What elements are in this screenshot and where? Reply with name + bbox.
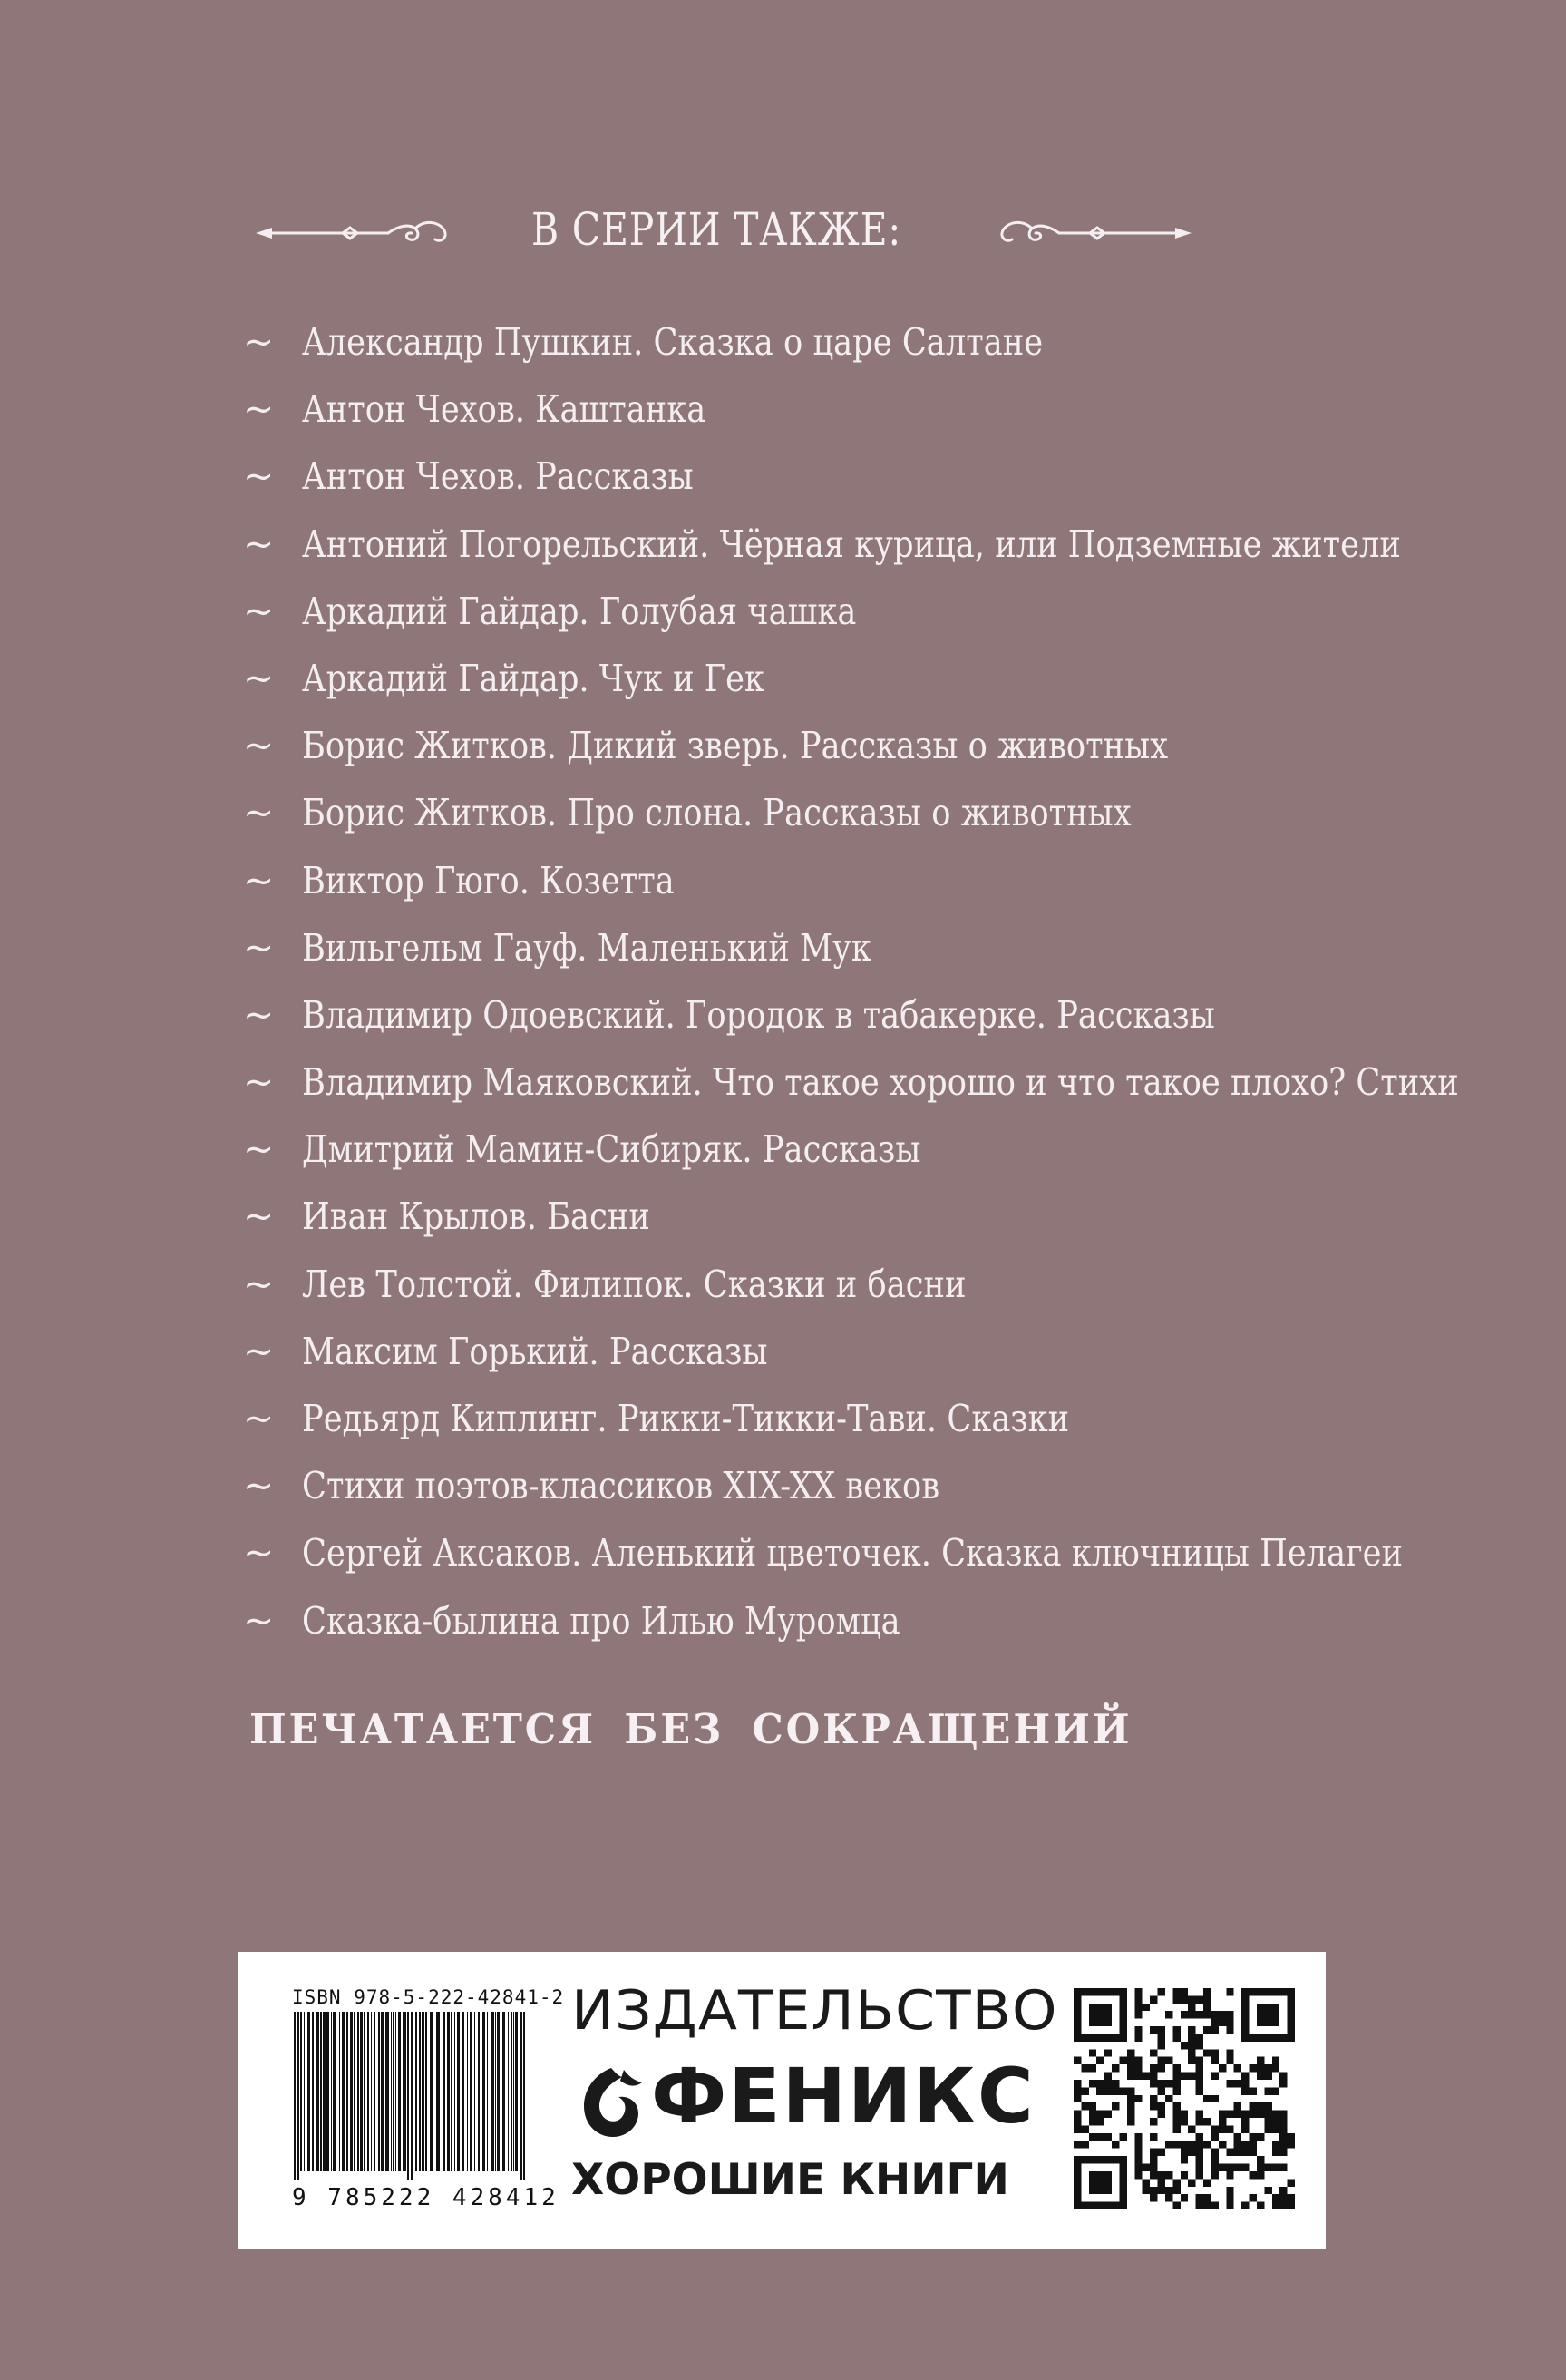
series-header bbox=[245, 196, 1188, 268]
list-item: ~ Иван Крылов. Басни bbox=[243, 1183, 1422, 1250]
list-item: ~ Лев Толстой. Филипок. Сказки и басни bbox=[243, 1251, 1422, 1318]
tilde-marker: ~ bbox=[243, 1598, 275, 1643]
tilde-marker: ~ bbox=[243, 1195, 275, 1239]
list-item: ~ Максим Горький. Рассказы bbox=[243, 1318, 1422, 1385]
list-item: ~ Редьярд Киплинг. Рикки-Тикки-Тави. Сказки bbox=[243, 1385, 1422, 1452]
publisher-slogan: ХОРОШИЕ КНИГИ bbox=[571, 2155, 1009, 2205]
phoenix-logo-icon bbox=[575, 2064, 644, 2141]
list-item: ~ Владимир Маяковский. Что такое хорошо и что такое плохо? Стихи bbox=[243, 1049, 1422, 1116]
tilde-marker: ~ bbox=[243, 387, 275, 432]
flourish-ornament-icon bbox=[987, 210, 1195, 256]
series-title-list bbox=[243, 308, 1459, 1654]
tilde-marker: ~ bbox=[243, 858, 275, 902]
tilde-marker: ~ bbox=[243, 724, 275, 768]
tilde-marker: ~ bbox=[243, 1464, 275, 1508]
tilde-marker: ~ bbox=[243, 1127, 275, 1172]
qr-code-icon bbox=[1074, 1988, 1295, 2209]
tilde-marker: ~ bbox=[243, 992, 275, 1037]
list-item: ~ Сказка-былина про Илью Муромца bbox=[243, 1587, 1422, 1654]
barcode-icon bbox=[292, 2012, 528, 2180]
list-item: ~ Аркадий Гайдар. Чук и Гек bbox=[243, 645, 1422, 712]
publisher-line1: ИЗДАТЕЛЬСТВО bbox=[571, 1979, 1058, 2043]
unabridged-note: ПЕЧАТАЕТСЯ БЕЗ СОКРАЩЕНИЙ bbox=[249, 1705, 1133, 1753]
tilde-marker: ~ bbox=[243, 1060, 275, 1105]
list-item: ~ Антон Чехов. Рассказы bbox=[243, 443, 1422, 510]
list-item: ~ Стихи поэтов-классиков XIX-XX веков bbox=[243, 1452, 1422, 1519]
list-item: ~ Виктор Гюго. Козетта bbox=[243, 847, 1422, 914]
tilde-marker: ~ bbox=[243, 1329, 275, 1373]
list-item: ~ Дмитрий Мамин-Сибиряк. Рассказы bbox=[243, 1116, 1422, 1183]
list-item: ~ Владимир Одоевский. Городок в табакерке. Рассказы bbox=[243, 981, 1422, 1049]
list-item: ~ Борис Житков. Дикий зверь. Рассказы о животных bbox=[243, 712, 1422, 779]
tilde-marker: ~ bbox=[243, 589, 275, 633]
list-item: ~ Антоний Погорельский. Чёрная курица, или Подземные жители bbox=[243, 511, 1422, 578]
publisher-panel bbox=[238, 1952, 1326, 2249]
list-item: ~ Александр Пушкин. Сказка о царе Салтане bbox=[243, 308, 1422, 376]
tilde-marker: ~ bbox=[243, 454, 275, 499]
series-heading: В СЕРИИ ТАКЖЕ: bbox=[530, 203, 902, 256]
isbn-label: ISBN 978-5-222-42841-2 bbox=[292, 1986, 565, 2008]
list-item: ~ Антон Чехов. Каштанка bbox=[243, 376, 1422, 443]
tilde-marker: ~ bbox=[243, 656, 275, 700]
barcode-digits: 9 785222 428412 bbox=[292, 2184, 559, 2211]
tilde-marker: ~ bbox=[243, 791, 275, 835]
list-item: ~ Сергей Аксаков. Аленький цветочек. Сказка ключницы Пелагеи bbox=[243, 1519, 1422, 1586]
list-item: ~ Вильгельм Гауф. Маленький Мук bbox=[243, 914, 1422, 981]
tilde-marker: ~ bbox=[243, 522, 275, 566]
tilde-marker: ~ bbox=[243, 320, 275, 364]
list-item: ~ Борис Житков. Про слона. Рассказы о животных bbox=[243, 779, 1422, 846]
tilde-marker: ~ bbox=[243, 1531, 275, 1575]
list-item: ~ Аркадий Гайдар. Голубая чашка bbox=[243, 578, 1422, 645]
publisher-name: ФЕНИКС bbox=[651, 2052, 1036, 2141]
tilde-marker: ~ bbox=[243, 1397, 275, 1440]
tilde-marker: ~ bbox=[243, 1262, 275, 1306]
tilde-marker: ~ bbox=[243, 925, 275, 970]
